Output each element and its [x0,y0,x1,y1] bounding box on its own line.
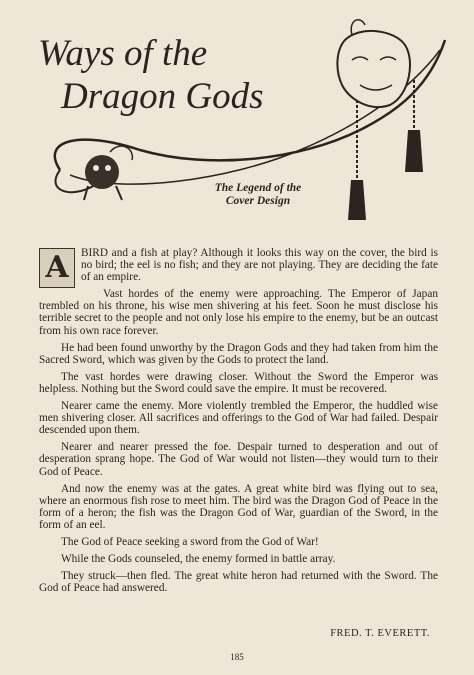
drop-cap-letter: A [45,250,69,285]
page-number: 185 [230,652,244,662]
paragraph-6: Nearer and nearer pressed the foe. Despair turned to desperation and out of desperation sprang hope. The God of War would not listen—they would turn to their God of Peace. [39,441,438,478]
title-line-1: Ways of the [38,33,208,74]
paragraph-4: The vast hordes were drawing closer. Without the Sword the Emperor was helpless. Nothing but the Sword could save the empire. It must be recovered. [39,370,438,395]
paragraph-2: Vast hordes of the enemy were approaching. The Emperor of Japan trembled on his throne, his wise men shivering at his feet. Soon he must disclose his terrible secret to the people and not only lose his empire to the enemy, but be an outcast from his own race forever. [39,288,438,337]
title-line-2: Dragon Gods [61,76,264,117]
creature-figure [84,146,132,200]
article-body [39,247,438,599]
paragraph-7: And now the enemy was at the gates. A great white bird was flying out to sea, where an enormous fish rose to meet him. The bird was the Dragon God of Peace in the form of a heron; the fish was the Dragon God of War, guardian of the Sword, in the form of an eel. [39,482,438,531]
author-signature: FRED. T. EVERETT. [330,628,430,639]
subtitle-line-1: The Legend of the [214,182,302,194]
dragon-mask [337,20,410,107]
paragraph-10: They struck—then fled. The great white heron had returned with the Sword. The God of Peace had answered. [39,570,438,595]
paragraph-5: Nearer came the enemy. More violently trembled the Emperor, the huddled wise men shivering closer. All sacrifices and offerings to the God of War had failed. Despair descended upon them. [39,400,438,437]
article-subtitle [188,182,328,208]
paragraph-9: While the Gods counseled, the enemy formed in battle array. [61,553,336,566]
subtitle-line-2: Cover Design [225,195,291,207]
paragraph-3: He had been found unworthy by the Dragon Gods and they had taken from him the Sacred Sword, which was given by the Gods to protect the land. [39,341,438,366]
drop-cap-illustration [39,248,75,288]
paragraph-8: The God of Peace seeking a sword from the God of War! [61,535,319,548]
paragraph-1: A BIRD and a fish at play? Although it looks this way on the cover, the bird is no bird; the eel is no fish; and they are not playing. They are deciding the fate of an empire. [39,247,438,283]
